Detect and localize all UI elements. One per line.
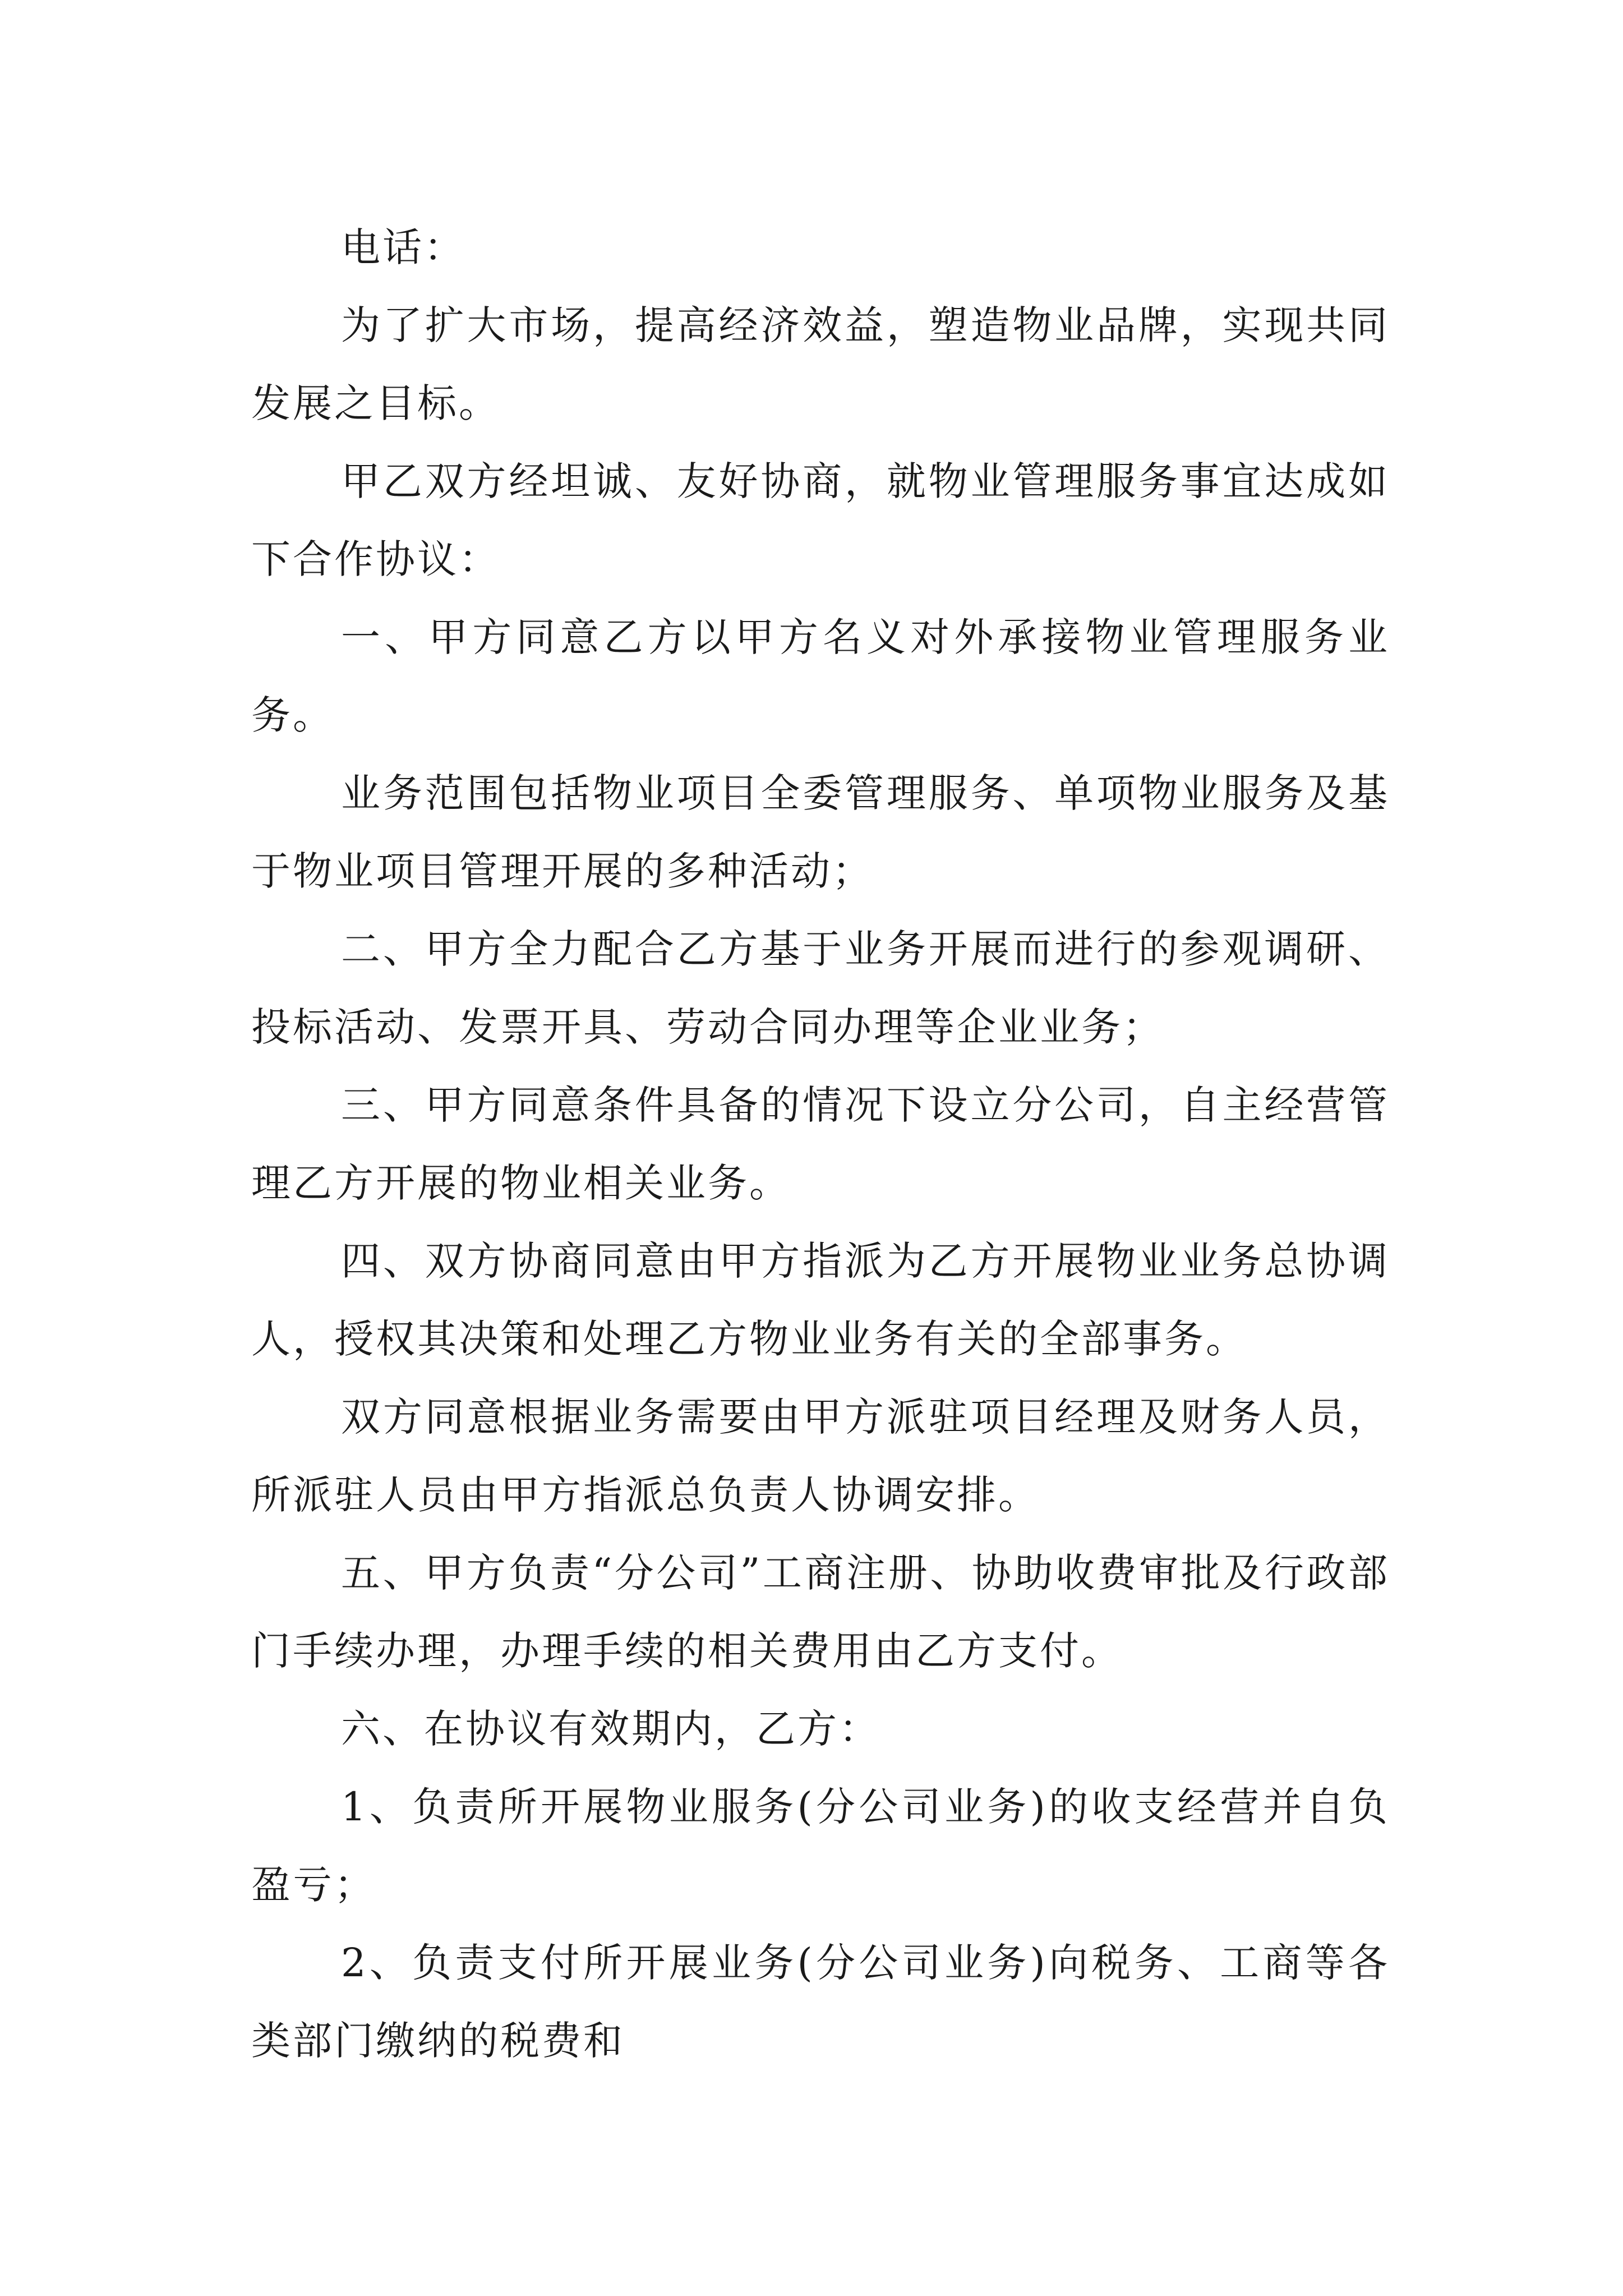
clause-6-item-2: 2、负责支付所开展业务(分公司业务)向税务、工商等各类部门缴纳的税费和 bbox=[251, 1940, 1390, 2064]
phone-line: 电话： bbox=[341, 224, 465, 270]
clause-6-paragraph: 六、在协议有效期内，乙方： bbox=[341, 1706, 880, 1752]
document-body bbox=[251, 209, 1390, 2080]
agreement-intro-paragraph: 甲乙双方经坦诚、友好协商，就物业管理服务事宜达成如下合作协议： bbox=[251, 458, 1390, 582]
business-scope-paragraph: 业务范围包括物业项目全委管理服务、单项物业服务及基于物业项目管理开展的多种活动； bbox=[251, 770, 1390, 894]
clause-5-paragraph: 五、甲方负责“分公司”工商注册、协助收费审批及行政部门手续办理，办理手续的相关费用由乙方支付。 bbox=[251, 1550, 1390, 1674]
clause-4-paragraph: 四、双方协商同意由甲方指派为乙方开展物业业务总协调人，授权其决策和处理乙方物业业务有关的全部事务。 bbox=[251, 1238, 1390, 1362]
purpose-paragraph: 为了扩大市场，提高经济效益，塑造物业品牌，实现共同发展之目标。 bbox=[251, 302, 1390, 426]
staffing-paragraph: 双方同意根据业务需要由甲方派驻项目经理及财务人员，所派驻人员由甲方指派总负责人协调安排。 bbox=[251, 1394, 1390, 1518]
clause-1-paragraph: 一、甲方同意乙方以甲方名义对外承接物业管理服务业务。 bbox=[251, 614, 1390, 738]
clause-2-paragraph: 二、甲方全力配合乙方基于业务开展而进行的参观调研、投标活动、发票开具、劳动合同办理等企业业务； bbox=[251, 926, 1390, 1050]
clause-3-paragraph: 三、甲方同意条件具备的情况下设立分公司，自主经营管理乙方开展的物业相关业务。 bbox=[251, 1082, 1390, 1206]
clause-6-item-1: 1、负责所开展物业服务(分公司业务)的收支经营并自负盈亏； bbox=[251, 1784, 1390, 1908]
